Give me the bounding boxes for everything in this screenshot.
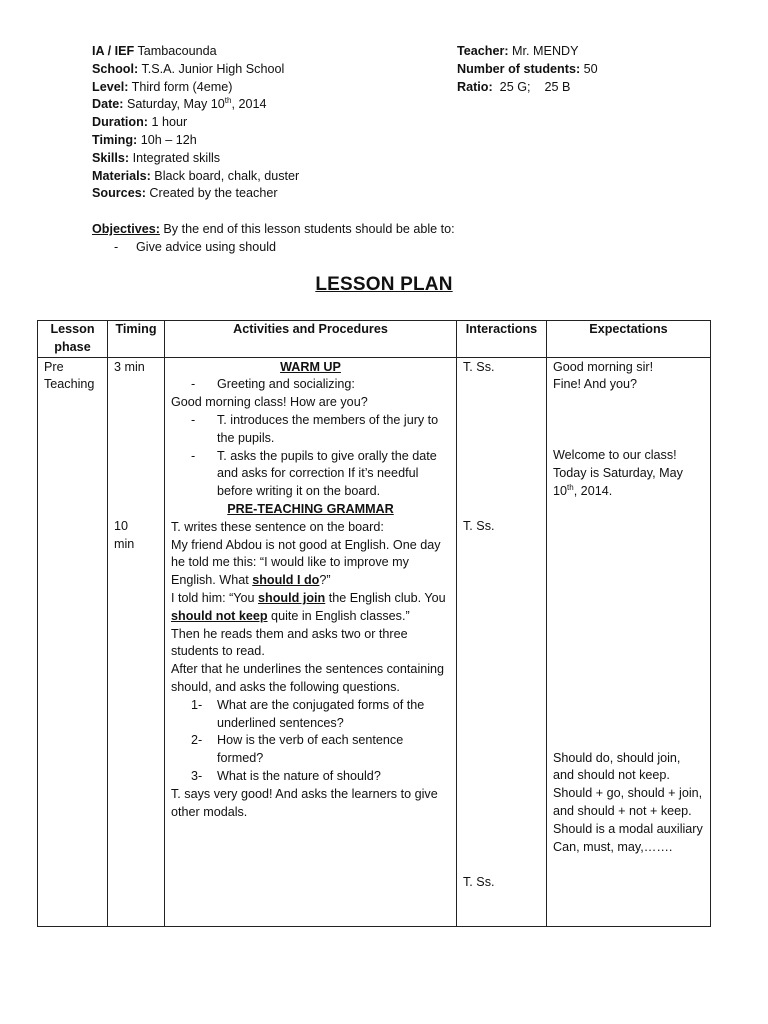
timing-warmup: 3 min (114, 359, 145, 374)
page-title: LESSON PLAN (315, 274, 453, 295)
header-ratio: Ratio: 25 G; 25 B (457, 79, 571, 94)
header-right (457, 43, 598, 96)
header-expectations: Expectations (547, 321, 711, 358)
phase-line: Teaching (44, 377, 95, 392)
grammar-line: My friend Abdou is not good at English. One day he told me this: “I would like to improve my English. What should I do?” (171, 537, 441, 588)
question-item: 3- What is the nature of should? (191, 768, 381, 783)
question-item: 1- What are the conjugated forms of the underlined sentences? (191, 697, 425, 730)
expectation-line: Can, must, may,……. (553, 839, 673, 854)
interaction-value: T. Ss. (463, 519, 495, 534)
header-materials: Materials: Black board, chalk, duster (92, 168, 300, 183)
header-activities: Activities and Procedures (165, 321, 457, 358)
objective-item: - Give advice using should (114, 239, 277, 254)
expectation-line: Should is a modal auxiliary (553, 821, 703, 836)
header-teacher: Teacher: Mr. MENDY (457, 44, 579, 58)
grammar-line: T. says very good! And asks the learners to give other modals. (171, 786, 438, 819)
header-sources: Sources: Created by the teacher (92, 186, 278, 201)
expectation-line: Today is Saturday, May 10th, 2014. (553, 465, 683, 498)
header-date: Date: Saturday, May 10th, 2014 (92, 96, 267, 112)
cell-timing (108, 357, 165, 926)
cell-phase (38, 357, 108, 926)
expectation-line: Welcome to our class! (553, 448, 677, 463)
table-row (38, 357, 711, 926)
warmup-greeting: Good morning class! How are you? (171, 395, 368, 410)
objectives (92, 221, 692, 257)
grammar-title: PRE-TEACHING GRAMMAR (227, 501, 394, 516)
expectation-line: Should do, should join, and should not keep. (553, 750, 681, 783)
phase-line: Pre (44, 359, 64, 374)
header-timing: Timing (108, 321, 165, 358)
header-school: School: T.S.A. Junior High School (92, 61, 285, 76)
header-duration: Duration: 1 hour (92, 115, 188, 130)
table-header-row (38, 321, 711, 358)
warmup-item: - T. asks the pupils to give orally the date and asks for correction If it’s needful before writing it on the board. (191, 448, 437, 499)
header-level: Level: Third form (4eme) (92, 79, 233, 94)
header-left (92, 43, 299, 203)
interaction-value: T. Ss. (463, 359, 495, 374)
cell-interactions (457, 357, 547, 926)
header-ia: IA / IEF Tambacounda (92, 44, 217, 58)
lesson-plan-table (37, 320, 711, 927)
timing-grammar-unit: min (114, 537, 135, 552)
expectation-line: Fine! And you? (553, 377, 638, 392)
grammar-line: T. writes these sentence on the board: (171, 519, 384, 534)
cell-expectations (547, 357, 711, 926)
header-students: Number of students: 50 (457, 61, 598, 76)
expectation-line: Good morning sir! (553, 359, 654, 374)
interaction-value: T. Ss. (463, 875, 495, 890)
grammar-line: I told him: “You should join the English club. You should not keep quite in English classes.” (171, 590, 446, 623)
header-interactions: Interactions (457, 321, 547, 358)
grammar-line: Then he reads them and asks two or three students to read. (171, 626, 408, 659)
grammar-line: After that he underlines the sentences containing should, and asks the following questions. (171, 662, 445, 694)
question-item: 2- How is the verb of each sentence formed? (191, 733, 404, 766)
cell-activities (165, 357, 457, 926)
timing-grammar: 10 (114, 519, 129, 534)
warmup-item: - T. introduces the members of the jury to the pupils. (191, 412, 439, 445)
warmup-title: WARM UP (280, 359, 341, 374)
objectives-line: Objectives: By the end of this lesson students should be able to: (92, 222, 455, 236)
warmup-item: - Greeting and socializing: (191, 377, 355, 392)
header-lesson-phase: Lesson phase (38, 321, 108, 358)
header-timing: Timing: 10h – 12h (92, 132, 197, 147)
header-skills: Skills: Integrated skills (92, 150, 221, 165)
expectation-line: Should + go, should + join, and should + not + keep. (553, 786, 703, 818)
